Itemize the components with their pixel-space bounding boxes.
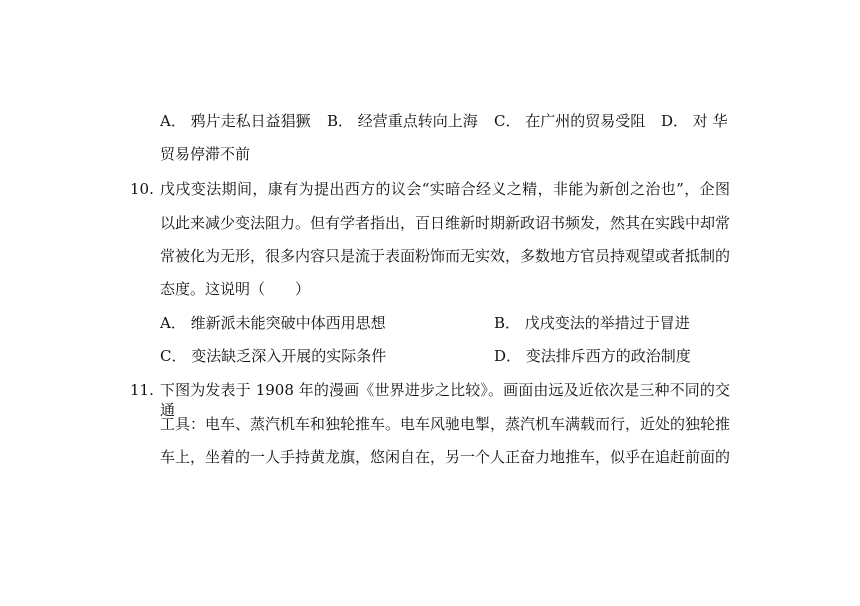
q11-stem-line-2: 工具：电车、蒸汽机车和独轮推车。电车风驰电掣，蒸汽机车满载而行，近处的独轮推 — [160, 415, 731, 433]
q11-number: 11. — [130, 381, 154, 399]
q11-stem-line-1: 下图为发表于 1908 年的漫画《世界进步之比较》。画面由远及近依次是三种不同的交通 — [160, 381, 730, 419]
q10-stem-line-4: 态度。这说明（ ） — [160, 280, 311, 298]
q9-option-a: A． 鸦片走私日益猖獗 — [160, 112, 311, 130]
q9-option-b: B． 经营重点转向上海 — [327, 112, 478, 130]
q9-option-d-continuation: 贸易停滞不前 — [160, 145, 251, 163]
q9-option-c: C． 在广州的贸易受阻 — [494, 112, 646, 130]
q10-option-c: C． 变法缺乏深入开展的实际条件 — [160, 347, 387, 365]
q10-option-b: B． 戊戌变法的举措过于冒进 — [494, 314, 690, 332]
q10-stem-line-3: 常被化为无形，很多内容只是流于表面粉饰而无实效，多数地方官员持观望或者抵制的 — [160, 247, 731, 265]
q10-option-a: A． 维新派未能突破中体西用思想 — [160, 314, 386, 332]
q10-stem-line-2: 以此来减少变法阻力。但有学者指出，百日维新时期新政诏书频发，然其在实践中却常 — [160, 214, 731, 232]
q10-number: 10. — [130, 180, 154, 198]
q11-stem-line-3: 车上，坐着的一人手持黄龙旗，悠闲自在，另一个人正奋力地推车，似乎在追赶前面的 — [160, 448, 731, 466]
q10-option-d: D． 变法排斥西方的政治制度 — [494, 347, 691, 365]
q10-stem-line-1: 戊戌变法期间，康有为提出西方的议会“实暗合经义之精，非能为新创之治也”，企图 — [160, 180, 730, 198]
q9-option-d: D． 对 华 — [661, 112, 728, 130]
